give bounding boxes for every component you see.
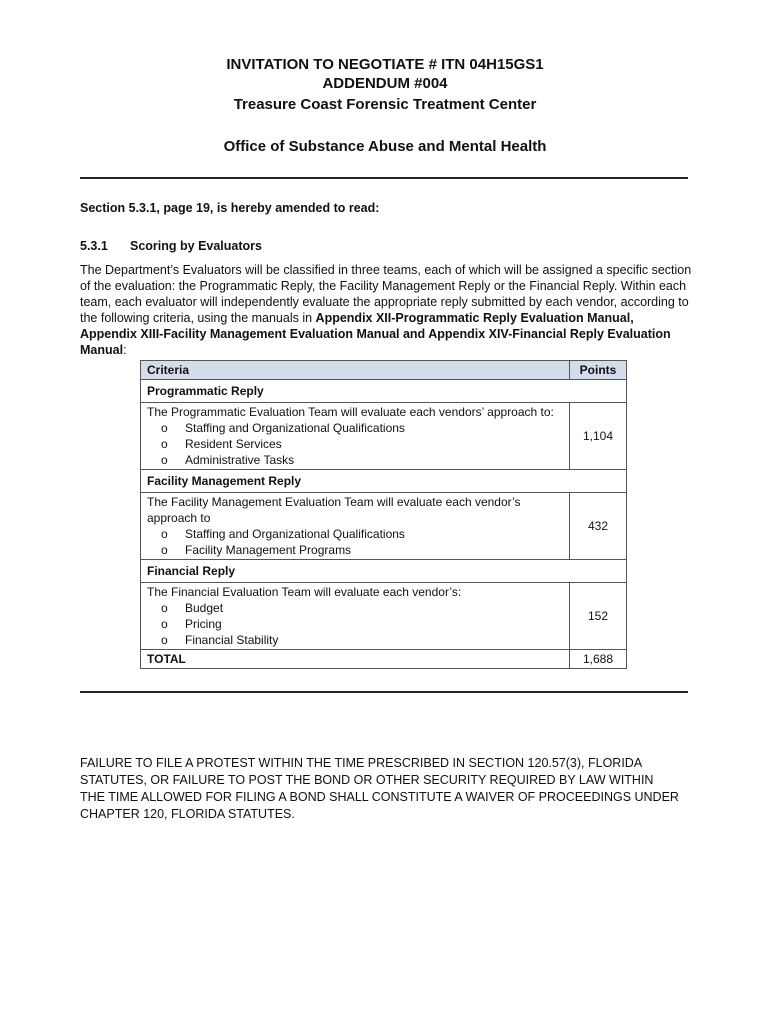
list-item: o Pricing xyxy=(161,617,222,631)
total-points: 1,688 xyxy=(570,650,627,669)
list-item: o Facility Management Programs xyxy=(161,543,352,557)
paragraph-appendices: Appendix XII-Programmatic Reply Evaluation Manual, Appendix XIII-Facility Management Evaluation Manual and Appendix XIV-Financial Reply Evaluation Manual xyxy=(80,311,671,357)
table-header-row xyxy=(141,361,627,380)
facility-points: 432 xyxy=(570,493,627,560)
facility-title-row xyxy=(141,470,627,493)
points-header: Points xyxy=(570,361,627,380)
list-item: o Financial Stability xyxy=(161,633,279,647)
protest-notice: FAILURE TO FILE A PROTEST WITHIN THE TIME PRESCRIBED IN SECTION 120.57(3), FLORIDA STATUTES, OR FAILURE TO POST THE BOND OR OTHER SECURITY REQUIRED BY LAW WITHIN THE TIME ALLOWED FOR FILING A BOND SHALL CONSTITUTE A WAIVER OF PROCEEDINGS UNDER CHAPTER 120, FLORIDA STATUTES. xyxy=(80,756,679,821)
header-addendum: ADDENDUM #004 xyxy=(322,75,448,92)
facility-criteria xyxy=(141,493,570,560)
section-title: Scoring by Evaluators xyxy=(130,239,262,253)
facility-title: Facility Management Reply xyxy=(141,470,627,493)
programmatic-intro: The Programmatic Evaluation Team will evaluate each vendors’ approach to: xyxy=(147,405,554,419)
list-item: o Staffing and Organizational Qualifications xyxy=(161,421,405,435)
programmatic-criteria xyxy=(141,403,570,470)
header-office: Office of Substance Abuse and Mental Health xyxy=(223,138,547,155)
facility-row xyxy=(141,493,627,560)
programmatic-points: 1,104 xyxy=(570,403,627,470)
paragraph-end: : xyxy=(123,343,127,357)
list-item: o Budget xyxy=(161,601,224,615)
facility-intro: The Facility Management Evaluation Team will evaluate each vendor’s approach to xyxy=(147,495,521,525)
financial-criteria xyxy=(141,583,570,650)
header-itn-title: INVITATION TO NEGOTIATE # ITN 04H15GS1 xyxy=(226,56,544,73)
section-heading xyxy=(80,238,692,254)
scoring-paragraph xyxy=(80,262,692,358)
bottom-divider xyxy=(80,691,688,693)
total-label: TOTAL xyxy=(141,650,570,669)
financial-title: Financial Reply xyxy=(141,560,627,583)
financial-row xyxy=(141,583,627,650)
amendment-note: Section 5.3.1, page 19, is hereby amended to read: xyxy=(80,201,380,215)
list-item: o Administrative Tasks xyxy=(161,453,295,467)
list-item: o Resident Services xyxy=(161,437,282,451)
programmatic-row xyxy=(141,403,627,470)
total-row xyxy=(141,650,627,669)
programmatic-title: Programmatic Reply xyxy=(141,380,627,403)
programmatic-title-row xyxy=(141,380,627,403)
paragraph-text: The Department’s Evaluators will be classified in three teams, each of which will be assigned a specific section of the evaluation: the Programmatic Reply, the Facility Management Reply or the Financial Reply. Within each team, each evaluator will independently evaluate the appropriate reply submitted by each vendor, according to the following criteria, using the manuals in xyxy=(80,263,692,325)
header-facility: Treasure Coast Forensic Treatment Center xyxy=(233,96,537,113)
financial-points: 152 xyxy=(570,583,627,650)
financial-title-row xyxy=(141,560,627,583)
financial-intro: The Financial Evaluation Team will evaluate each vendor’s: xyxy=(147,585,462,599)
section-number: 5.3.1 xyxy=(80,239,108,253)
list-item: o Staffing and Organizational Qualifications xyxy=(161,527,405,541)
criteria-table xyxy=(140,360,627,669)
criteria-header: Criteria xyxy=(141,361,570,380)
top-divider xyxy=(80,177,688,179)
